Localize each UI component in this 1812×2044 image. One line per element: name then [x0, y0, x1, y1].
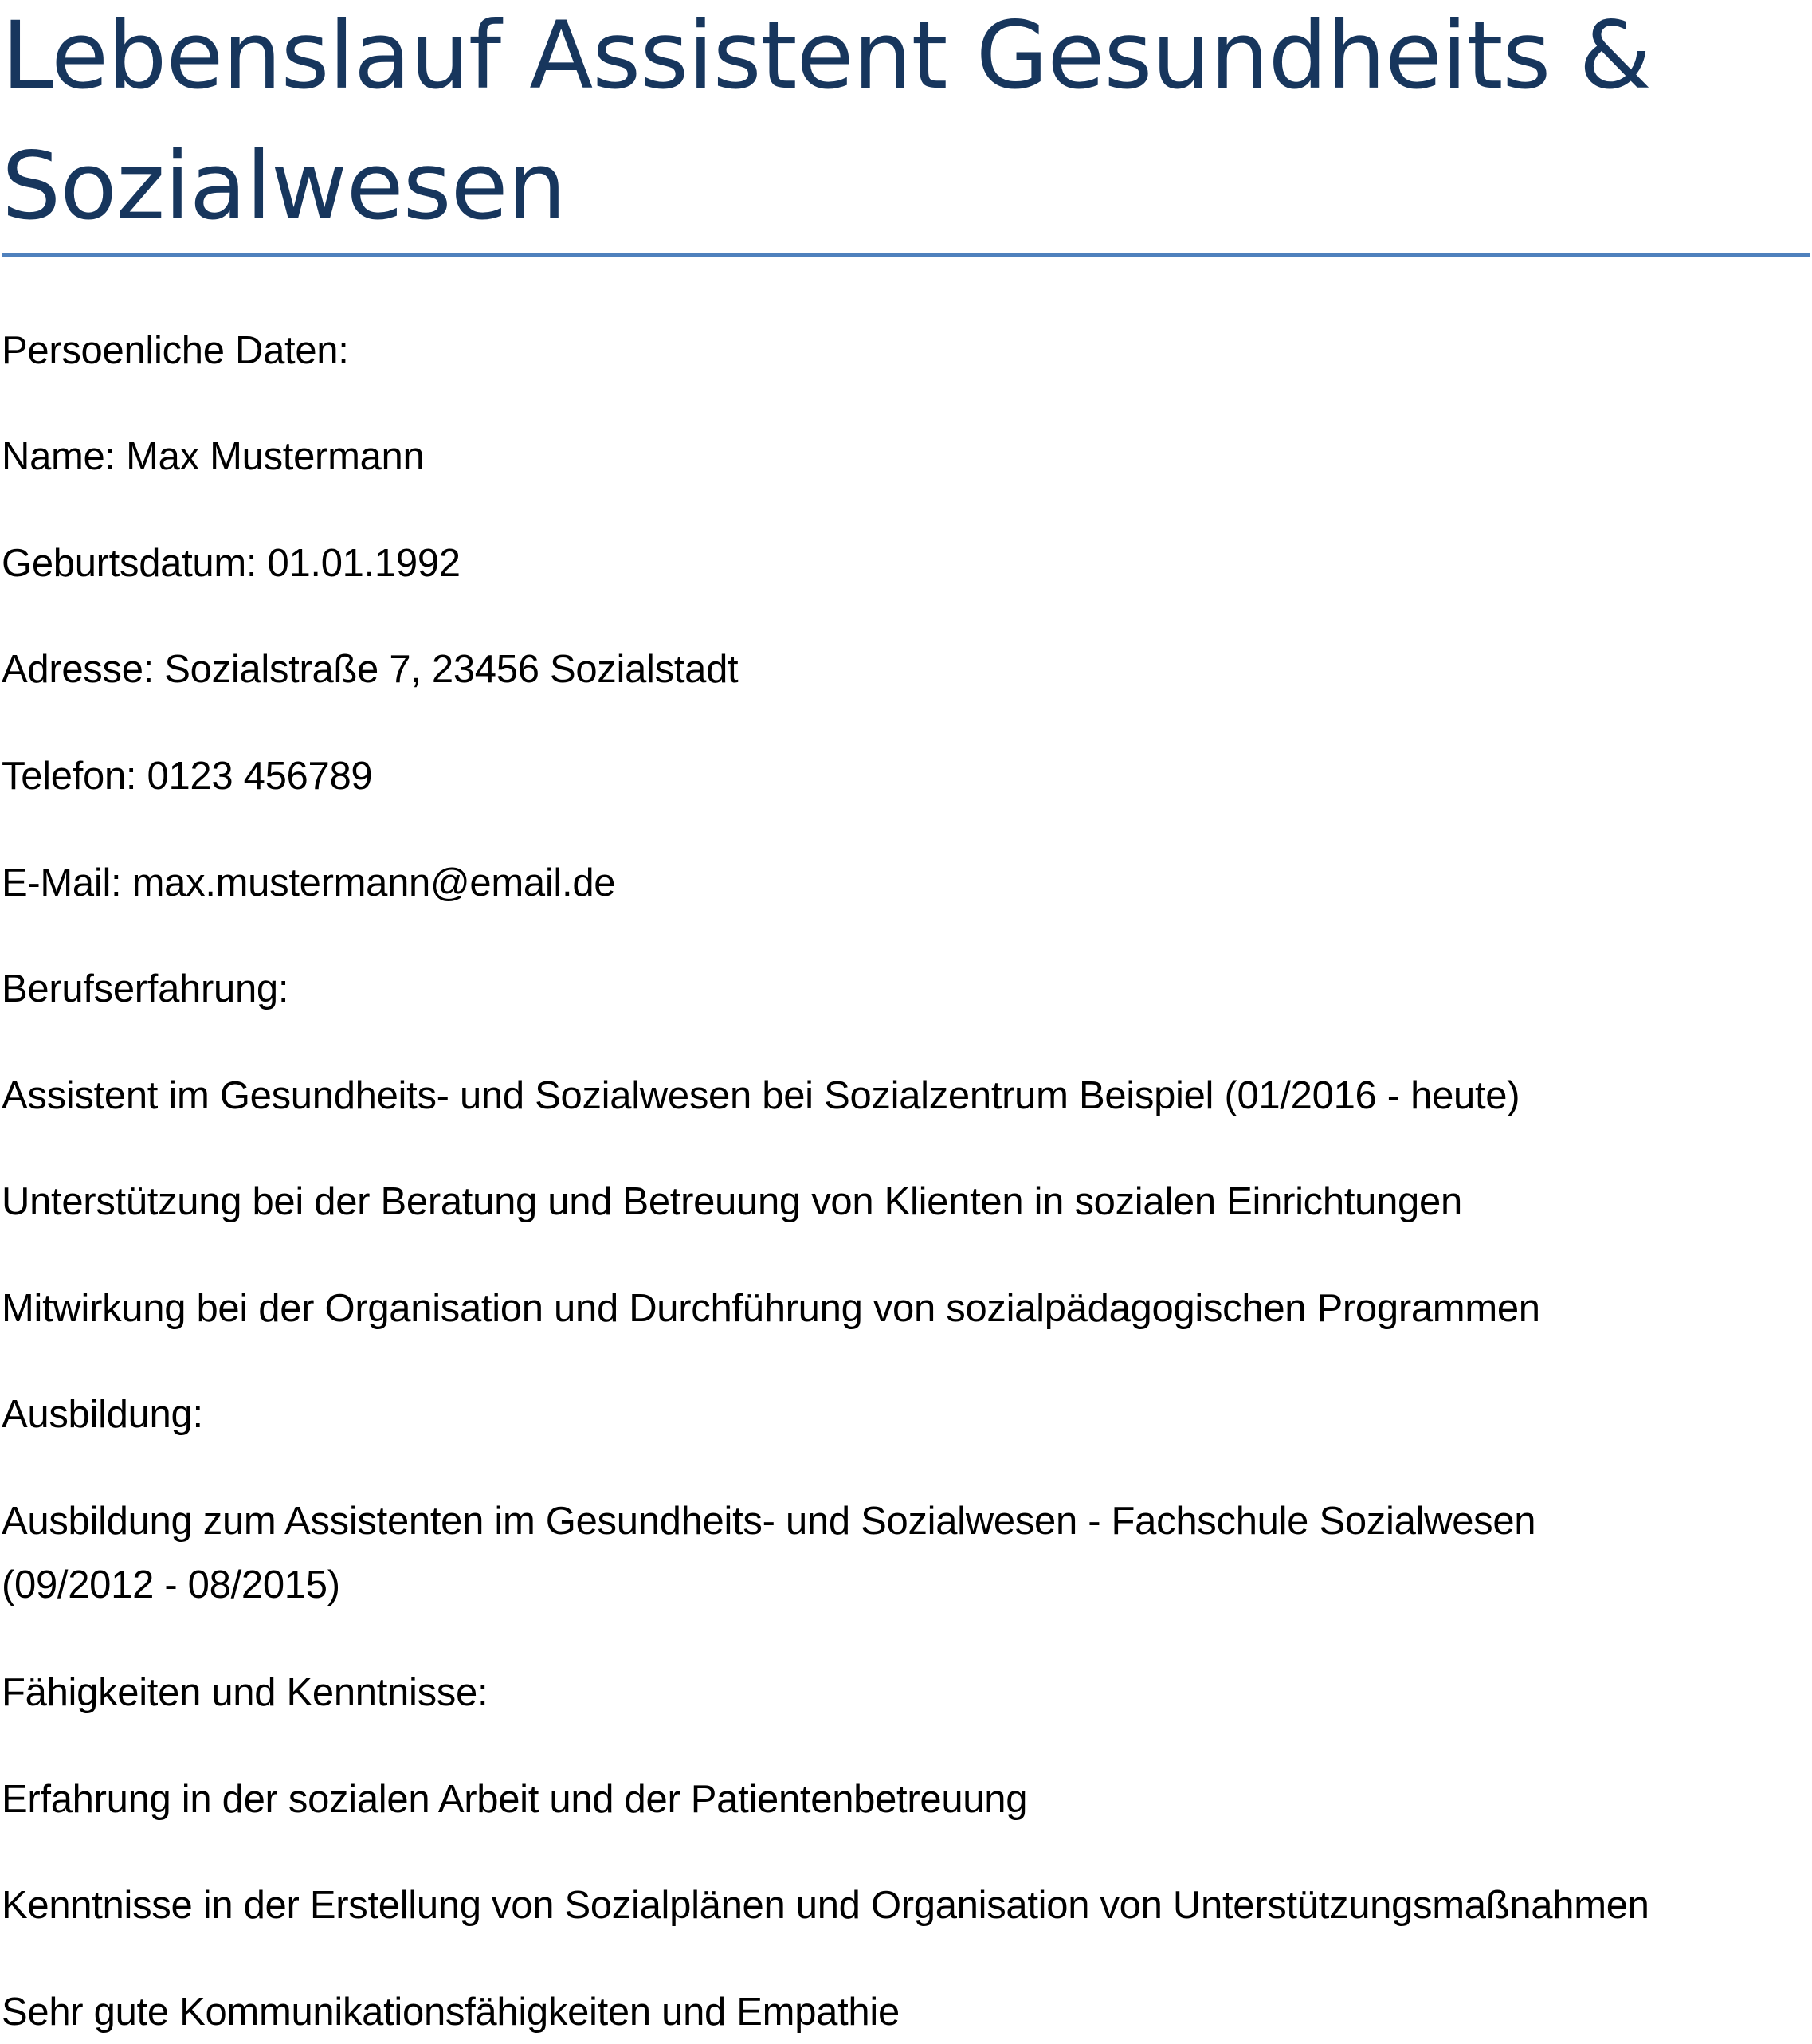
experience-duty-2: Mitwirkung bei der Organisation und Durchführung von sozialpädagogischen Programmen	[2, 1287, 1540, 1330]
education-entry: Ausbildung zum Assistenten im Gesundheits- und Sozialwesen - Fachschule Sozialwesen (09/2012 - 08/2015)	[2, 1500, 1536, 1607]
experience-position: Assistent im Gesundheits- und Sozialwesen bei Sozialzentrum Beispiel (01/2016 - heute)	[2, 1074, 1520, 1117]
personal-phone: Telefon: 0123 456789	[2, 755, 373, 798]
personal-data-heading: Persoenliche Daten:	[2, 329, 349, 372]
skills-heading: Fähigkeiten und Kenntnisse:	[2, 1671, 488, 1714]
skill-item-3: Sehr gute Kommunikationsfähigkeiten und Empathie	[2, 1991, 900, 2034]
personal-address: Adresse: Sozialstraße 7, 23456 Sozialstadt	[2, 648, 739, 691]
personal-birthdate: Geburtsdatum: 01.01.1992	[2, 542, 461, 585]
skill-item-1: Erfahrung in der sozialen Arbeit und der Patientenbetreuung	[2, 1778, 1028, 1821]
skill-item-2: Kenntnisse in der Erstellung von Sozialplänen und Organisation von Unterstützungsmaßnahmen	[2, 1884, 1649, 1927]
personal-name: Name: Max Mustermann	[2, 435, 425, 478]
document-title: Lebenslauf Assistent Gesundheits & Sozialwesen	[2, 1, 1651, 241]
experience-heading: Berufserfahrung:	[2, 967, 289, 1010]
experience-duty-1: Unterstützung bei der Beratung und Betreuung von Klienten in sozialen Einrichtungen	[2, 1180, 1462, 1223]
education-heading: Ausbildung:	[2, 1393, 203, 1436]
personal-email: E-Mail: max.mustermann@email.de	[2, 861, 616, 904]
title-underline-divider	[2, 253, 1810, 257]
